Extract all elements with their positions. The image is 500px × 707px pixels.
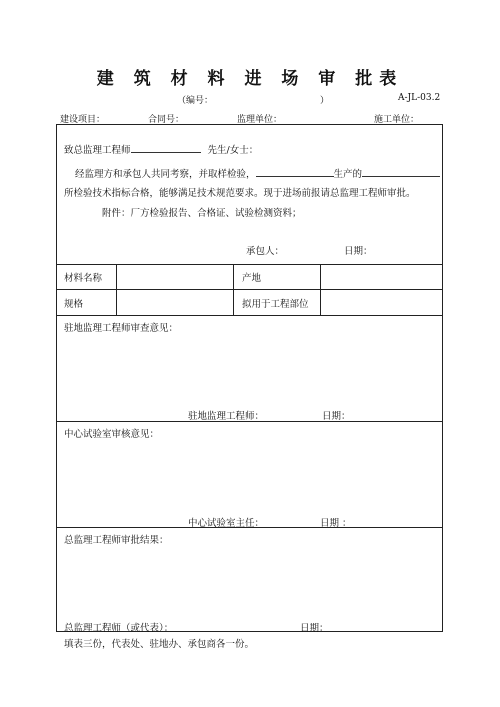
contract-label: 合同号：: [148, 115, 185, 125]
divider: [56, 315, 443, 316]
site-review-date: 日期：: [322, 411, 351, 422]
lab-review-signer: 中心试验室主任：: [188, 518, 265, 529]
attachment-line: 附件：厂方检验报告、合格证、试验检测资料；: [102, 208, 302, 219]
divider: [56, 289, 443, 290]
form-code: A-JL-03.2: [398, 93, 441, 103]
construction-unit-label: 施工单位：: [374, 115, 420, 125]
form-title: 建 筑 材 料 进 场 审 批表: [96, 69, 404, 89]
lab-review-date: 日期 ：: [320, 518, 352, 529]
contractor-label: 承包人：: [246, 246, 285, 257]
material-name-label: 材料名称: [64, 273, 103, 284]
divider: [320, 264, 321, 315]
site-review-signer: 驻地监理工程师：: [188, 411, 265, 422]
contractor-date-label: 日期：: [344, 246, 373, 257]
divider: [56, 527, 443, 528]
supervisor-unit-label: 监理单位：: [237, 115, 283, 125]
request-line2: 所检验技术指标合格，能够满足技术规范要求。现于进场前报请总监理工程师审批。: [64, 188, 416, 199]
form-number-close: ）: [320, 96, 330, 106]
spec-cell[interactable]: [118, 292, 231, 313]
request-line1: 经监理方和承包人共同考察，并取样检验， 生产的: [75, 166, 440, 180]
footer-note: 填表三份，代表处、驻地办、承包商各一份。: [64, 639, 255, 650]
divider: [56, 264, 443, 265]
origin-label: 产地: [242, 273, 262, 284]
site-review-heading: 驻地监理工程师审查意见：: [64, 323, 179, 334]
form-table: [56, 124, 443, 632]
divider: [116, 264, 117, 315]
divider: [233, 264, 234, 315]
lab-review-heading: 中心试验室审核意见：: [64, 429, 160, 440]
project-label: 建设项目：: [60, 115, 106, 125]
divider: [56, 421, 443, 422]
engineer-name-blank[interactable]: [131, 143, 201, 153]
producer-blank[interactable]: [362, 167, 440, 177]
chief-review-signer: 总监理工程师（或代表）：: [64, 623, 174, 634]
material-name-cell[interactable]: [118, 266, 231, 287]
request-to: 致总监理工程师 先生/女士：: [64, 145, 259, 156]
spec-label: 规格: [64, 299, 84, 310]
form-number-label: （编号：: [177, 96, 214, 106]
location-label: 拟用于工程部位: [242, 299, 309, 310]
sample-blank[interactable]: [256, 167, 334, 177]
location-cell[interactable]: [322, 292, 441, 313]
chief-review-date: 日期：: [300, 623, 329, 634]
chief-review-heading: 总监理工程师审批结果：: [64, 535, 169, 546]
origin-cell[interactable]: [322, 266, 441, 287]
